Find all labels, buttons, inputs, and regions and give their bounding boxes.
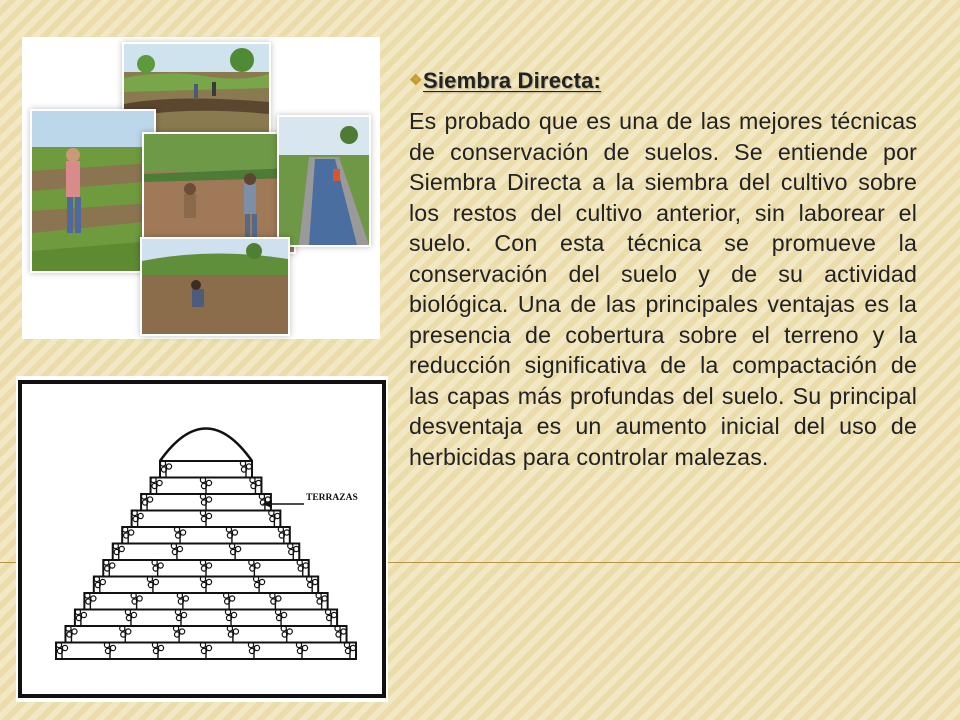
farming-photo-collage xyxy=(22,37,380,339)
photo-man-in-crops xyxy=(30,109,156,273)
slide-content xyxy=(409,66,917,472)
section-heading xyxy=(409,66,917,96)
terrace-step xyxy=(65,626,346,643)
photo-irrigation-canal xyxy=(277,115,371,247)
terrace-step xyxy=(84,593,327,610)
terrace-step xyxy=(75,610,337,627)
terrace-step xyxy=(122,527,290,544)
terraces-label: TERRAZAS xyxy=(306,493,358,503)
photo-workers-hoeing xyxy=(142,132,296,254)
terrace-step xyxy=(160,461,252,478)
diamond-bullet-icon: ❖ xyxy=(409,72,423,89)
terrace-step xyxy=(113,544,300,561)
body-paragraph: Es probado que es una de las mejores técnicas de conservación de suelos. Se entiende por Siembra Directa a la siembra del cultivo sobre los restos del cultivo anterior, sin laborear el suelo. Con esta técnica se promueve la conservación del suelo y de su actividad biológica. Una de las principales ventajas es la presencia de cobertura sobre el terreno y la reducción significativa de la compactación de las capas más profundas del suelo. Su principal desventaja es un aumento inicial del uso de herbicidas para controlar malezas. xyxy=(409,108,917,470)
hill-top-arc xyxy=(160,429,252,462)
terraces-diagram xyxy=(16,376,388,702)
photo-man-crouching xyxy=(140,237,290,336)
heading-text: Siembra Directa: xyxy=(423,68,602,93)
